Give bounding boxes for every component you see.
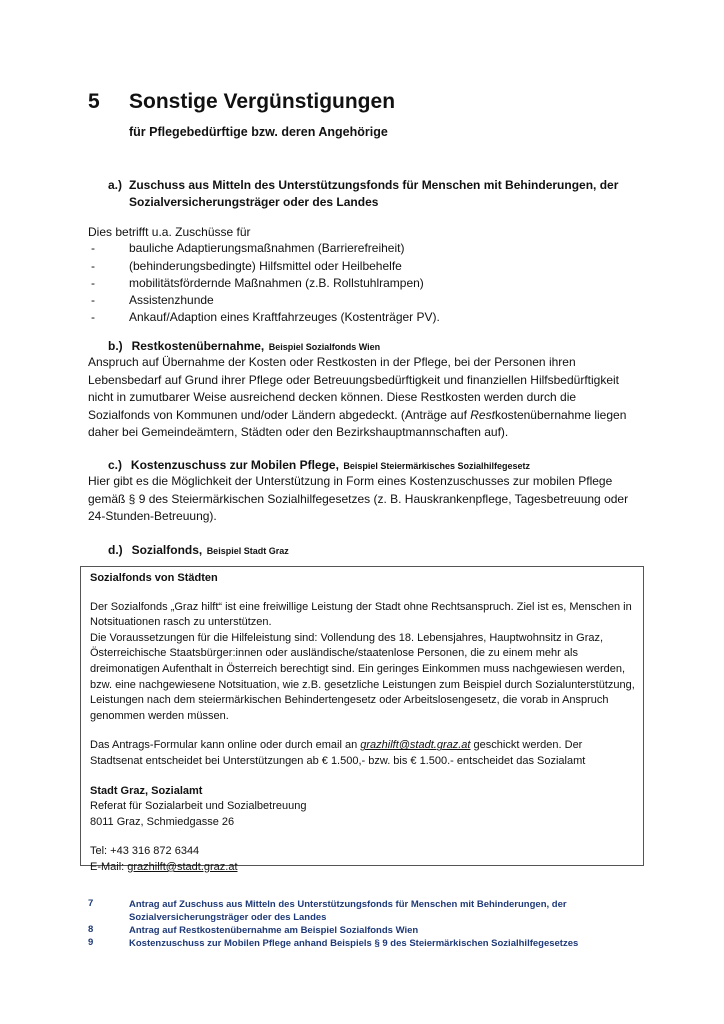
paragraph-line: Lebensbedarf auf Grund ihrer Pflege oder Betreuungsbedürftigkeit und finanziellen Hilfsbedürftigkeit [88,372,619,387]
footnotes [0,898,724,958]
list-item-text: mobilitätsfördernde Maßnahmen (z.B. Rollstuhlrampen) [129,276,424,290]
org-email [90,860,635,876]
paragraph-line: daher bei Gemeindeämtern, Städten oder den Bezirkshauptmannschaften auf). [88,425,509,440]
paragraph-line: Hier gibt es die Möglichkeit der Unterstützung in Form eines Kostenzuschusses zur mobilen Pflege [88,474,613,488]
footnote-text: Antrag auf Zuschuss aus Mitteln des Unterstützungsfonds für Menschen mit Behinderungen, der Sozialversicherungsträger oder des Landes [129,899,567,923]
email-link[interactable]: grazhilft@stadt.graz.at [127,860,238,873]
list-item-text: Assistenzhunde [129,293,214,307]
section-a-heading-line1: Zuschuss aus Mitteln des Unterstützungsfonds für Menschen mit Behinderungen, der [129,178,619,192]
paragraph-line: Anspruch auf Übernahme der Kosten oder Restkosten in der Pflege, bei der Personen ihren [88,355,576,369]
footnote-text: Kostenzuschuss zur Mobilen Pflege anhand Beispiels § 9 des Steiermärkischen Sozialhilfegesetzes [129,938,579,949]
info-box [80,566,644,873]
org-name: Stadt Graz, Sozialamt [90,784,203,797]
info-box-title: Sozialfonds von Städten [90,572,218,584]
footnote-text: Antrag auf Restkostenübernahme am Beispiel Sozialfonds Wien [129,925,419,936]
org-address: 8011 Graz, Schmiedgasse 26 [90,815,235,828]
section-a-intro: Dies betrifft u.a. Zuschüsse für [88,225,251,239]
paragraph-line: bzw. eine nachgewiesene Notsituation, wie z.B. gesetzliche Leistungen zum Beispiel durch Sozialunterstützung, [90,678,635,691]
paragraph-line: 24-Stunden-Betreuung). [88,509,217,524]
section-d-letter: d.) [108,543,123,557]
section-c-heading [108,456,530,474]
section-b-body [88,354,626,442]
paragraph-line-end: kostenübernahme liegen [494,407,627,422]
section-c-title: Kostenzuschuss zur Mobilen Pflege, [130,458,339,472]
paragraph-line: nicht in zumutbarer Weise ausreichend decken können. Diese Restkosten werden durch die [88,390,577,405]
footnote-number: 9 [88,937,94,948]
italic-word: Rest [470,407,495,422]
section-d-title: Sozialfonds, [131,543,203,557]
list-item-text: bauliche Adaptierungsmaßnahmen (Barrierefreiheit) [129,241,405,255]
chapter-subtitle: für Pflegebedürftige bzw. deren Angehörige [129,125,388,139]
list-item-text: (behinderungsbedingte) Hilfsmittel oder Heilbehelfe [129,259,402,273]
chapter-number: 5 [88,90,100,113]
section-b-letter: b.) [108,339,123,353]
paragraph-line [88,407,626,425]
paragraph-line: gemäß § 9 des Steiermärkischen Sozialhilfegesetzes (z. B. Hauskrankenpflege, Tagesbetreuung oder [88,491,629,506]
chapter-title: Sonstige Vergünstigungen [129,90,396,113]
info-box-content [90,571,635,876]
email-link[interactable]: grazhilft@stadt.graz.at [360,739,471,752]
section-b-example: Beispiel Sozialfonds Wien [268,342,381,352]
section-d-example: Beispiel Stadt Graz [206,546,289,556]
paragraph-line: Österreichische Staatsbürger:innen oder ausländische/staatenlose Personen, die zu einem mehr als [90,647,578,660]
list-item-text: Ankauf/Adaption eines Kraftfahrzeuges (Kostenträger PV). [129,310,440,324]
paragraph-line-start: Sozialfonds von Kommunen und/oder Ländern abgedeckt. (Anträge auf [88,407,471,422]
paragraph-line: Leistungen nach dem steiermärkischen Behindertengesetz oder Arbeitslosengesetz, die vorab in Anspruch [90,694,609,707]
section-d-heading [108,541,289,559]
paragraph-line: dreimonatigen Aufenthalt in Österreich berechtigt sind. Ein geringes Einkommen muss nachgewiesen werden, [90,662,626,675]
paragraph-line: Der Sozialfonds „Graz hilft“ ist eine freiwillige Leistung der Stadt ohne Rechtsanspruch. Ziel ist es, Menschen in [90,600,632,613]
paragraph-line: Notsituationen rasch zu unterstützen. [90,616,272,629]
section-a-heading-line2: Sozialversicherungsträger oder des Landes [129,195,379,209]
footnote-number: 7 [88,898,94,909]
section-c-example: Beispiel Steiermärkisches Sozialhilfegesetz [343,461,530,471]
section-b-heading [108,337,380,355]
paragraph-line: Die Voraussetzungen für die Hilfeleistung sind: Vollendung des 18. Lebensjahres, Hauptwohnsitz in Graz, [90,631,604,644]
paragraph-line-end: geschickt werden. Der [470,739,583,752]
footnote-number: 8 [88,924,94,935]
section-c-letter: c.) [108,458,123,472]
email-label: E-Mail: [90,860,128,873]
paragraph-line-start: Das Antrags-Formular kann online oder durch email an [90,739,361,752]
paragraph-line: genommen werden müssen. [90,709,229,722]
org-department: Referat für Sozialarbeit und Sozialbetreuung [90,800,307,813]
section-b-title: Restkostenübernahme, [131,339,265,353]
org-phone: Tel: +43 316 872 6344 [90,845,200,858]
paragraph-line [90,738,635,754]
section-c-body [88,473,628,526]
section-a-letter: a.) [108,178,123,192]
paragraph-line: Stadtsenat entscheidet bei Unterstützungen ab € 1.500,- bzw. bis € 1.500.- entscheidet das Sozialamt [90,754,586,767]
